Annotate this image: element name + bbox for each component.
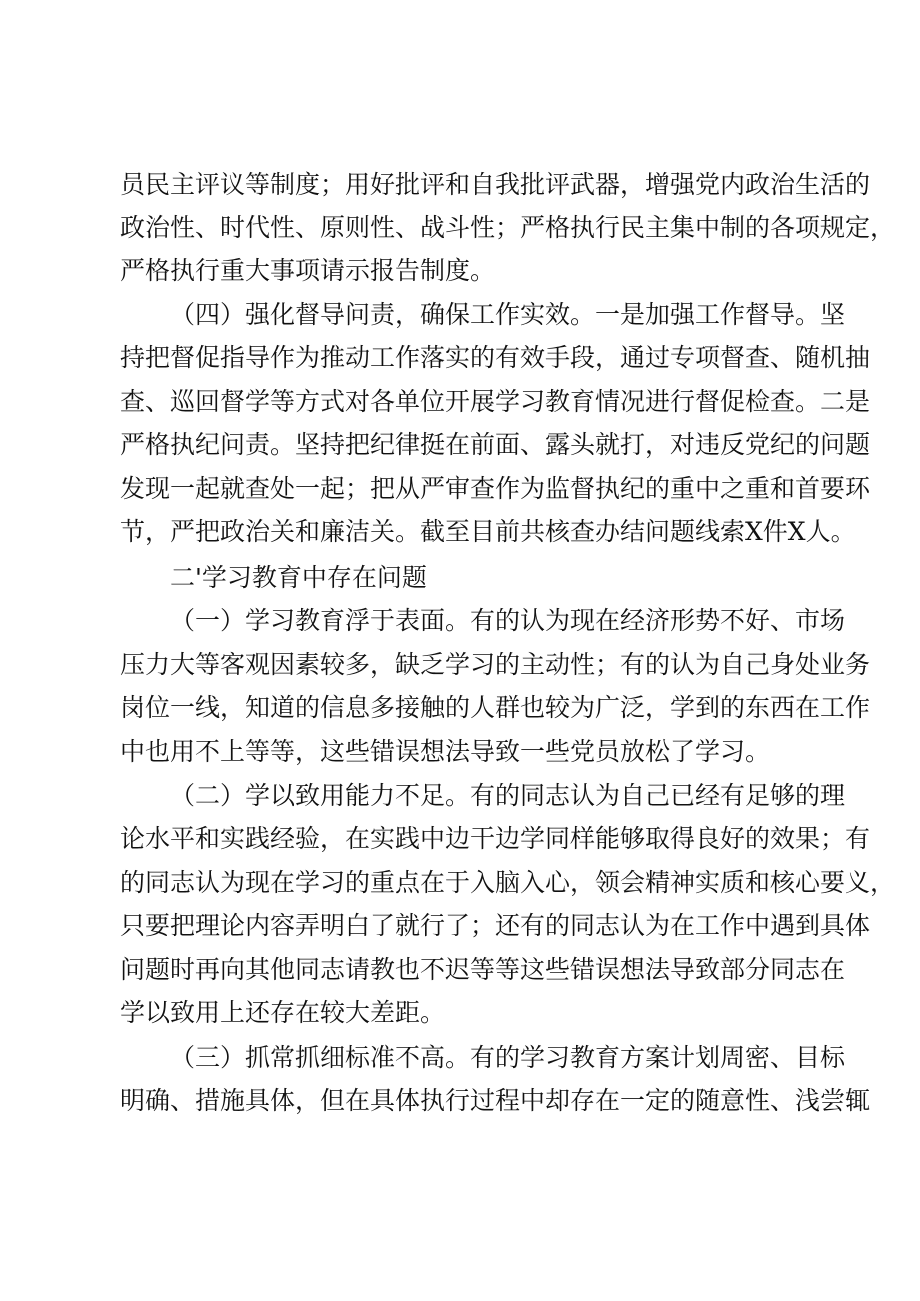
text-line: 严格执纪问责。坚持把纪律挺在前面、露头就打，对违反党纪的问题 (120, 430, 871, 459)
paragraph-start-line: （二）学以致用能力不足。有的同志认为自己已经有足够的理 (170, 781, 846, 810)
text-line: 明确、措施具体，但在具体执行过程中却存在一定的随意性、浅尝辄 (120, 1086, 871, 1115)
text-line: 政治性、时代性、原则性、战斗性；严格执行民主集中制的各项规定， (120, 213, 896, 242)
text-line: 岗位一线，知道的信息多接触的人群也较为广泛，学到的东西在工作 (120, 693, 871, 722)
text-line: 压力大等客观因素较多，缺乏学习的主动性；有的认为自己身处业务 (120, 650, 871, 679)
text-line: 学以致用上还存在较大差距。 (120, 998, 446, 1027)
text-line: 严格执行重大事项请示报告制度。 (120, 256, 496, 285)
text-line: 中也用不上等等，这些错误想法导致一些党员放松了学习。 (120, 737, 771, 766)
paragraph-start-line: （一）学习教育浮于表面。有的认为现在经济形势不好、市场 (170, 606, 846, 635)
text-line: 论水平和实践经验，在实践中边干边学同样能够取得良好的效果；有 (120, 824, 871, 853)
paragraph-start-line: （三）抓常抓细标准不高。有的学习教育方案计划周密、目标 (170, 1043, 846, 1072)
text-line: 只要把理论内容弄明白了就行了；还有的同志认为在工作中遇到具体 (120, 911, 871, 940)
text-line: 发现一起就查处一起；把从严审查作为监督执纪的重中之重和首要环 (120, 474, 871, 503)
text-line: 持把督促指导作为推动工作落实的有效手段，通过专项督查、随机抽 (120, 343, 871, 372)
text-line: 节，严把政治关和廉洁关。截至目前共核查办结问题线索X件X人。 (120, 517, 856, 546)
text-line: 的同志认为现在学习的重点在于入脑入心，领会精神实质和核心要义， (120, 868, 896, 897)
text-line: 问题时再向其他同志请教也不迟等等这些错误想法导致部分同志在 (120, 955, 846, 984)
paragraph-start-line: （四）强化督导问责，确保工作实效。一是加强工作督导。坚 (170, 300, 846, 329)
section-heading: 二'学习教育中存在问题 (170, 563, 427, 592)
text-line: 查、巡回督学等方式对各单位开展学习教育情况进行督促检查。二是 (120, 387, 871, 416)
text-line: 员民主评议等制度；用好批评和自我批评武器，增强党内政治生活的 (120, 170, 871, 199)
